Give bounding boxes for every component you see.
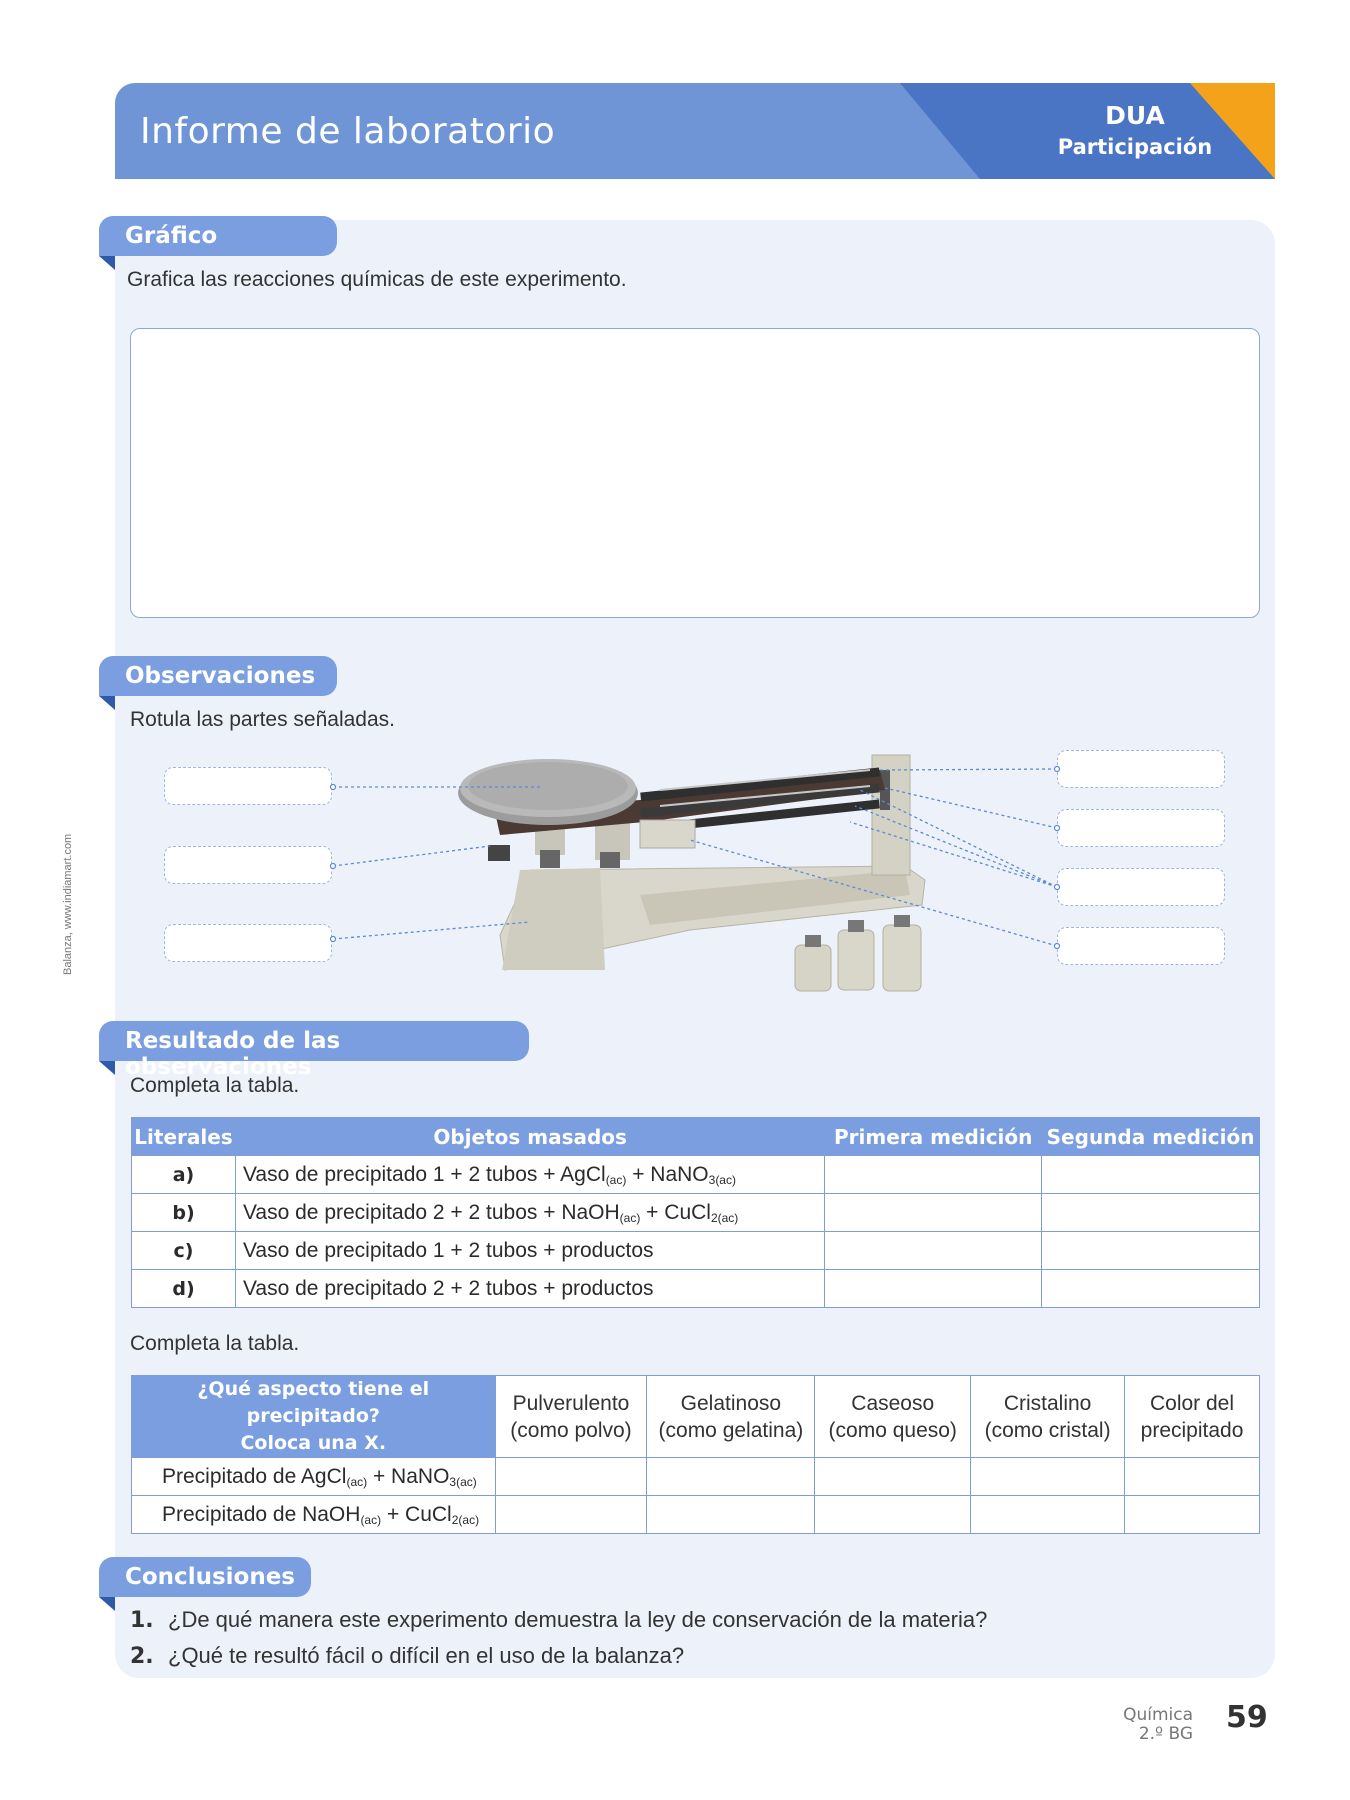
page-number: 59 (1226, 1700, 1268, 1735)
first-measurement-cell[interactable] (825, 1156, 1042, 1194)
answer-cell[interactable] (1125, 1458, 1260, 1496)
col-header-gelatinoso: Gelatinoso (como gelatina) (647, 1376, 815, 1458)
table-row (132, 1458, 1260, 1496)
precipitate-table (131, 1375, 1260, 1534)
table-row (132, 1194, 1260, 1232)
second-measurement-cell[interactable] (1042, 1156, 1260, 1194)
answer-cell[interactable] (971, 1458, 1125, 1496)
answer-cell[interactable] (495, 1496, 647, 1534)
answer-cell[interactable] (971, 1496, 1125, 1534)
row-literal: c) (132, 1232, 236, 1270)
badge-subtitle: Participación (1057, 135, 1213, 159)
col-header-cristalino: Cristalino (como cristal) (971, 1376, 1125, 1458)
first-measurement-cell[interactable] (825, 1270, 1042, 1308)
resultado-instruction-2: Completa la tabla. (130, 1332, 300, 1355)
first-measurement-cell[interactable] (825, 1194, 1042, 1232)
section-tab-grafico: Gráfico (99, 216, 337, 256)
table-row (132, 1156, 1260, 1194)
col-header-pulverulento: Pulverulento (como polvo) (495, 1376, 647, 1458)
conclusion-item-2: 2. ¿Qué te resultó fácil o difícil en el uso de la balanza? (130, 1643, 685, 1669)
row-object: Vaso de precipitado 2 + 2 tubos + productos (235, 1270, 824, 1308)
col-header-literales: Literales (132, 1118, 236, 1156)
answer-cell[interactable] (1125, 1496, 1260, 1534)
badge-title: DUA (1105, 101, 1165, 130)
answer-cell[interactable] (815, 1458, 971, 1496)
section-tab-resultado: Resultado de las observaciones (99, 1021, 529, 1061)
precipitate-row-label: Precipitado de AgCl$_{(ac)}$ + NaNO$_{3(ac)}$ (132, 1458, 496, 1496)
col-header-caseoso: Caseoso (como queso) (815, 1376, 971, 1458)
answer-cell[interactable] (495, 1458, 647, 1496)
section-tab-observaciones: Observaciones (99, 656, 337, 696)
row-literal: b) (132, 1194, 236, 1232)
section-tab-conclusiones: Conclusiones (99, 1557, 311, 1597)
first-measurement-cell[interactable] (825, 1232, 1042, 1270)
col-header-segunda: Segunda medición (1042, 1118, 1260, 1156)
resultado-instruction-1: Completa la tabla. (130, 1074, 300, 1097)
row-literal: a) (132, 1156, 236, 1194)
row-object: Vaso de precipitado 1 + 2 tubos + productos (235, 1232, 824, 1270)
table-row (132, 1496, 1260, 1534)
col-header-objetos: Objetos masados (235, 1118, 824, 1156)
second-measurement-cell[interactable] (1042, 1270, 1260, 1308)
table-row (132, 1232, 1260, 1270)
row-object: Vaso de precipitado 2 + 2 tubos + NaOH$_{(ac)}$ + CuCl$_{2(ac)}$ (235, 1194, 824, 1232)
grafico-instruction: Grafica las reacciones químicas de este experimento. (127, 268, 627, 291)
observaciones-instruction: Rotula las partes señaladas. (130, 708, 395, 731)
row-object: Vaso de precipitado 1 + 2 tubos + AgCl$_{(ac)}$ + NaNO$_{3(ac)}$ (235, 1156, 824, 1194)
tab-fold (99, 1597, 115, 1611)
tab-fold (99, 1061, 115, 1075)
image-credit: Balanza, www.indiamart.com (62, 833, 74, 975)
answer-cell[interactable] (647, 1458, 815, 1496)
second-measurement-cell[interactable] (1042, 1194, 1260, 1232)
col-header-primera: Primera medición (825, 1118, 1042, 1156)
question-header: ¿Qué aspecto tiene el precipitado? Coloca una X. (132, 1376, 496, 1458)
conclusion-item-1: 1. ¿De qué manera este experimento demuestra la ley de conservación de la materia? (130, 1607, 988, 1633)
answer-cell[interactable] (647, 1496, 815, 1534)
table-row (132, 1270, 1260, 1308)
row-literal: d) (132, 1270, 236, 1308)
masses-table (131, 1117, 1260, 1308)
page-title: Informe de laboratorio (140, 111, 556, 152)
footer-subject: Química 2.º BG (1123, 1705, 1193, 1744)
answer-cell[interactable] (815, 1496, 971, 1534)
second-measurement-cell[interactable] (1042, 1232, 1260, 1270)
col-header-color: Color del precipitado (1125, 1376, 1260, 1458)
precipitate-row-label: Precipitado de NaOH$_{(ac)}$ + CuCl$_{2(ac)}$ (132, 1496, 496, 1534)
